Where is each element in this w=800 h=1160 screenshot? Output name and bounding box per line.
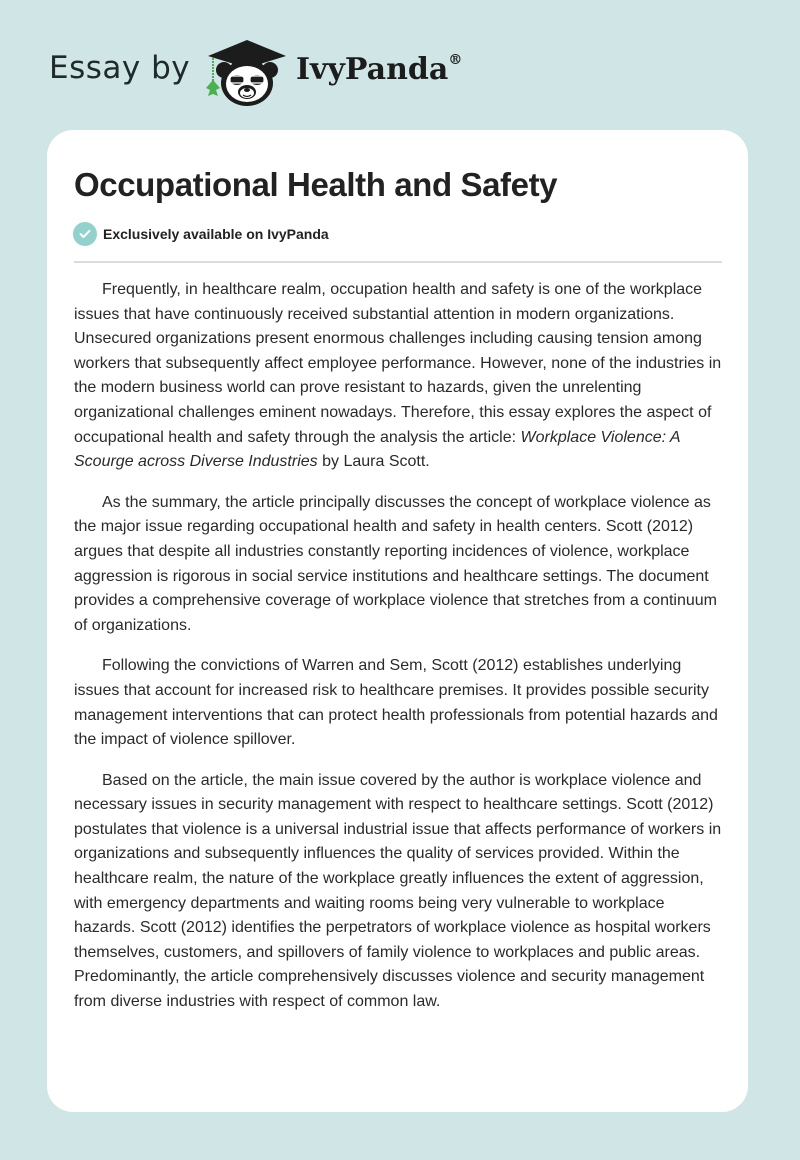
- essay-by-label: Essay by: [49, 50, 191, 86]
- paragraph-4: Based on the article, the main issue covered by the author is workplace violence and necessary issues in security management with respect to healthcare settings. Scott (2012) postulates that violence is a universal industrial issue that affects performance of workers in organizations and subsequently influences the quality of services provided. Within the healthcare realm, the nature of the workplace greatly influences the extent of aggression, with emergency departments and waiting rooms being very vulnerable to workplace hazards. Scott (2012) identifies the perpetrators of workplace violence as hospital workers themselves, customers, and spillovers of family violence to workplaces and public areas. Predominantly, the article comprehensively discusses violence and security management from diverse industries with respect of common law.: [74, 771, 722, 1011]
- paragraph-text: by Laura Scott.: [317, 453, 430, 471]
- check-circle-icon: [73, 222, 97, 246]
- paragraph-3: Following the convictions of Warren and Sem, Scott (2012) establishes underlying issues that account for increased risk to healthcare premises. It provides possible security management interventions that can protect health professionals from potential hazards and the impact of violence spillover.: [74, 657, 718, 749]
- essay-body: [74, 278, 724, 1031]
- article-title-italic: Workplace Violence: A Scourge across Diverse Industries: [74, 428, 680, 471]
- brand-text: IvyPanda: [296, 52, 449, 87]
- essay-card: [47, 130, 748, 1112]
- panda-graduate-icon[interactable]: [202, 36, 292, 108]
- brand-name[interactable]: [296, 52, 462, 87]
- paragraph-1: [74, 278, 724, 475]
- paragraph-2: As the summary, the article principally discusses the concept of workplace violence as the major issue regarding occupational health and safety in health centers. Scott (2012) argues that despite all industries constantly reporting incidences of violence, workplace aggression is rigorous in social service institutions and healthcare settings. The document provides a comprehensive coverage of workplace violence that stretches from a continuum of organizations.: [74, 493, 717, 634]
- divider: [74, 261, 722, 263]
- site-header: [0, 0, 800, 130]
- paragraph-text: Frequently, in healthcare realm, occupation health and safety is one of the workplace issues that have continuously received substantial attention in modern organizations. Unsecured organizations present enormous challenges including causing tension among workers that subsequently affect employee performance. However, none of the industries in the modern business world can prove resistant to hazards, given the unrelenting organizational challenges eminent nowadays. Therefore, this essay explores the aspect of occupational health and safety through the analysis the article:: [74, 281, 722, 446]
- registered-mark: ®: [448, 52, 463, 68]
- exclusive-badge: [73, 220, 329, 248]
- badge-text: Exclusively available on IvyPanda: [103, 226, 329, 242]
- page-title: Occupational Health and Safety: [74, 166, 558, 203]
